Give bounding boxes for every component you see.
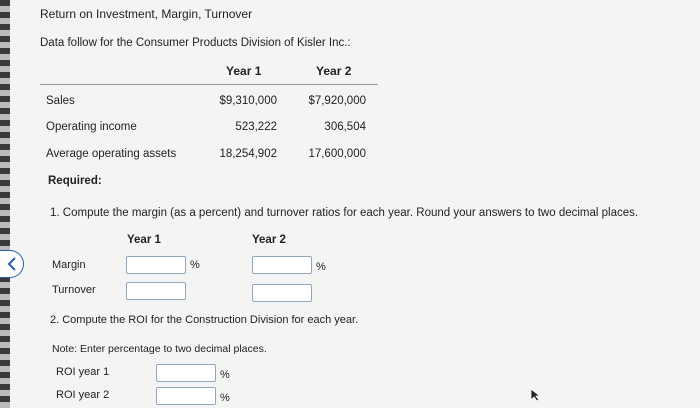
margin-label: Margin (52, 259, 86, 271)
mouse-pointer-icon (530, 388, 542, 402)
roi-year1-pct: % (220, 369, 230, 381)
row-label-average-operating-assets: Average operating assets (46, 148, 177, 160)
average-operating-assets-year1: 18,254,902 (219, 148, 277, 160)
turnover-year1-input[interactable] (126, 282, 186, 300)
sales-year2: $7,920,000 (308, 95, 366, 107)
margin-year2-pct: % (316, 261, 326, 273)
roi-year2-pct: % (220, 392, 230, 404)
row-label-operating-income: Operating income (46, 121, 137, 133)
table-header-year1: Year 1 (226, 64, 262, 78)
average-operating-assets-year2: 17,600,000 (308, 148, 366, 160)
q1-header-year2: Year 2 (252, 234, 286, 246)
question-2-text: 2. Compute the ROI for the Construction Division for each year. (50, 314, 359, 326)
question-1-text: 1. Compute the margin (as a percent) and turnover ratios for each year. Round your answers to two decimal places. (50, 207, 639, 219)
intro-text: Data follow for the Consumer Products Division of Kisler Inc.: (40, 37, 351, 49)
table-header-year2: Year 2 (316, 64, 352, 78)
margin-year2-input[interactable] (252, 256, 312, 274)
table-divider (40, 84, 378, 85)
page-title: Return on Investment, Margin, Turnover (40, 7, 253, 21)
operating-income-year2: 306,504 (324, 121, 366, 133)
turnover-year2-input[interactable] (252, 284, 312, 302)
margin-year1-pct: % (190, 259, 200, 271)
row-label-sales: Sales (46, 95, 75, 107)
margin-year1-input[interactable] (126, 256, 186, 274)
chevron-left-icon (6, 257, 18, 271)
back-button[interactable] (0, 250, 24, 278)
roi-year2-label: ROI year 2 (56, 389, 110, 401)
roi-year1-input[interactable] (156, 364, 216, 382)
roi-year1-label: ROI year 1 (56, 366, 110, 378)
sales-year1: $9,310,000 (219, 95, 277, 107)
required-heading: Required: (48, 175, 102, 187)
q1-header-year1: Year 1 (127, 234, 161, 246)
roi-year2-input[interactable] (156, 387, 216, 405)
operating-income-year1: 523,222 (235, 121, 277, 133)
note-text: Note: Enter percentage to two decimal places. (52, 343, 267, 355)
side-strip (0, 0, 10, 408)
turnover-label: Turnover (52, 284, 96, 296)
